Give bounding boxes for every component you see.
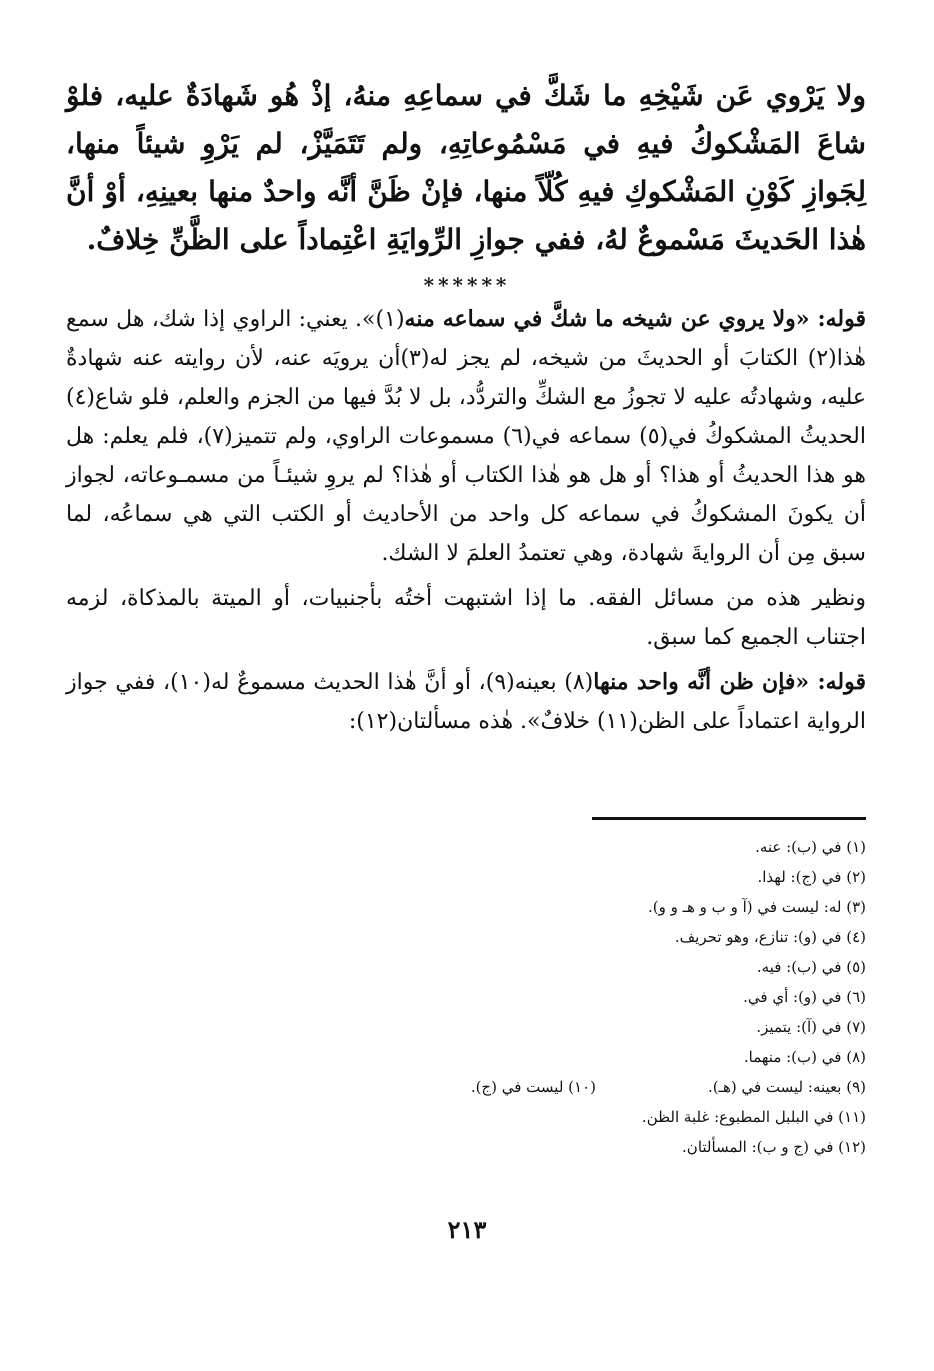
footnote: (٨) في (ب): منهما.	[743, 1048, 866, 1066]
footnote: (٥) في (ب): فيه.	[756, 958, 866, 976]
footnote: (٦) في (و): أي في.	[743, 988, 866, 1006]
footnote: (٣) له: ليست في (آ و ب و هـ و و).	[647, 898, 866, 916]
commentary-paragraph	[66, 663, 866, 741]
footnote: (٢) في (ج): لهذا.	[757, 868, 866, 886]
commentary-body: (٨) بعينه(٩)، أو أنَّ هٰذا الحديث مسموعٌ له(١٠)، ففي جواز الرواية اعتماداً على الظن(١١) خلافٌ». هٰذه مسألتان(١٢):	[66, 670, 866, 734]
footnote: (١١) في البلبل المطبوع: غلبة الظن.	[641, 1108, 866, 1126]
section-separator: ******	[423, 273, 511, 297]
commentary-body: (١)». يعني: الراوي إذا شك، هل سمع هٰذا(٢) الكتابَ أو الحديثَ من شيخه، لم يجز له(٣)أن يرويَه عنه، لأن روايته عنه شهادةٌ عليه، وشهادتُه عليه لا تجوزُ مع الشكِّ والتردُّد، بل لا بُدَّ فيها من الجزم والعلم، فلو شاع(٤) الحديثُ المشكوكُ في(٥) سماعه في(٦) مسموعات الراوي، ولم تتميز(٧)، فلم يعلم: هل هو هذا الحديثُ أو هذا؟ أو هل هو هٰذا الكتاب أو هٰذا؟ لم يروِ شيئـاً من مسمـوعاته، لجواز أن يكونَ المشكوكُ في سماعه كل واحد من الأحاديث أو الكتب التي هي سماعُه، لما سبق مِن أن الروايةَ شهادة، وهي تعتمدُ العلمَ لا الشك.	[66, 307, 866, 566]
footnote: (١) في (ب): عنه.	[755, 838, 866, 856]
footnote-divider	[592, 817, 866, 820]
footnote-pair	[66, 1072, 866, 1102]
footnotes-list	[66, 832, 866, 1162]
footnote: (٧) في (آ): يتميز.	[756, 1018, 866, 1036]
page-number: ٢١٣	[447, 1215, 487, 1244]
footnote: (٩) بعينه: ليست في (هـ).	[707, 1078, 866, 1096]
commentary-body: ونظير هذه من مسائل الفقه. ما إذا اشتبهت أختُه بأجنبيات، أو الميتة بالمذكاة، لزمه اجتناب الجميع كما سبق.	[66, 586, 866, 650]
main-text: ولا يَرْوي عَن شَيْخِهِ ما شَكَّ في سماعِهِ منهُ، إذْ هُو شَهادَةٌ عليه، فلوْ شاعَ المَشْكوكُ فيهِ في مَسْمُوعاتِهِ، ولم تَتَمَيَّزْ، لم يَرْوِ شيئاً منها، لِجَوازِ كَوْنِ المَشْكوكِ فيهِ كُلّاً منها، فإنْ ظَنَّ أنَّه واحدٌ منها بعينِهِ، أوْ أنَّ هٰذا الحَديثَ مَسْموعٌ لهُ، ففي جوازِ الرِّوايَةِ اعْتِماداً على الظَّنِّ خِلافٌ.	[66, 79, 867, 256]
footnote: (٤) في (و): تنازع، وهو تحريف.	[674, 928, 866, 946]
footnote: (١٠) ليست في (ج).	[470, 1078, 596, 1096]
commentary	[66, 300, 866, 747]
commentary-lead: قوله: «فإن ظن أنَّه واحد منها	[593, 669, 867, 695]
footnote: (١٢) في (ج و ب): المسألتان.	[682, 1138, 866, 1156]
commentary-paragraph	[66, 579, 866, 657]
commentary-lead: قوله: «ولا يروي عن شيخه ما شكَّ في سماعه منه	[404, 306, 867, 332]
commentary-paragraph	[66, 300, 866, 573]
